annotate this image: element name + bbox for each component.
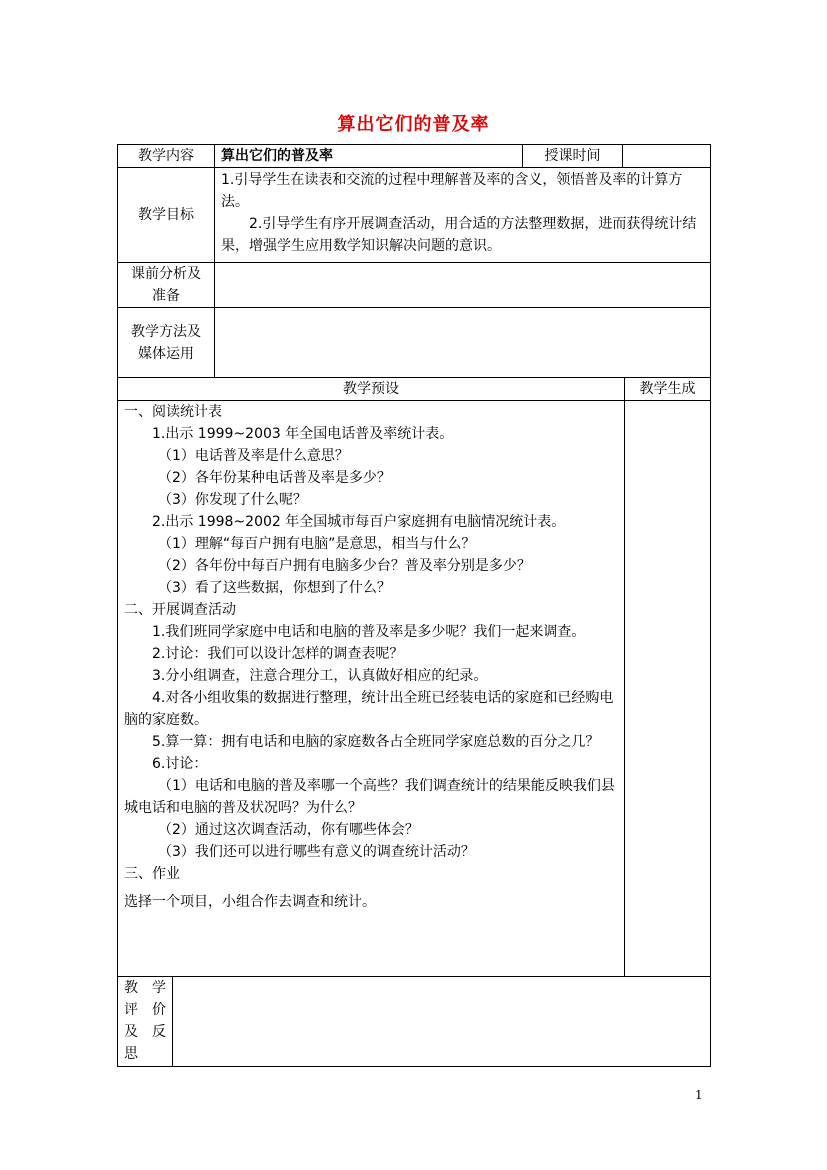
plan-section-2: 二、开展调查活动 <box>124 602 236 618</box>
time-value <box>623 145 711 168</box>
eval-char: 思 <box>124 1046 138 1062</box>
objectives-content <box>215 168 711 263</box>
time-label: 授课时间 <box>523 145 623 168</box>
prep-value <box>215 263 711 308</box>
plan-content <box>118 401 625 977</box>
plan-subitem: （3）你发现了什么呢？ <box>158 492 307 508</box>
plan-item: 2.出示 1998~2002 年全国城市每百户家庭拥有电脑情况统计表。 <box>152 514 566 530</box>
plan-item: 6.讨论： <box>152 756 208 772</box>
plan-item: 2.讨论：我们可以设计怎样的调查表呢？ <box>152 646 404 662</box>
evaluation-label <box>118 977 173 1067</box>
objective-1: 1.引导学生在读表和交流的过程中理解普及率的含义，领悟普及率的计算方法。 <box>221 172 683 210</box>
plan-subitem: （3）我们还可以进行哪些有意义的调查统计活动？ <box>158 844 475 860</box>
plan-item: 1.出示 1999~2003 年全国电话普及率统计表。 <box>152 426 454 442</box>
method-row <box>118 308 711 378</box>
plan-subitem: （3）看了这些数据，你想到了什么？ <box>158 580 391 596</box>
eval-char: 反 <box>152 1024 166 1040</box>
prep-label: 课前分析及准备 <box>118 263 215 308</box>
evaluation-row <box>118 977 711 1067</box>
plan-subitem: （2）通过这次调查活动，你有哪些体会？ <box>158 822 419 838</box>
eval-char: 及 <box>124 1024 138 1040</box>
plan-row <box>118 401 711 977</box>
content-value: 算出它们的普及率 <box>215 145 523 168</box>
method-label: 教学方法及媒体运用 <box>118 308 215 378</box>
plan-subitem: （2）各年份中每百户拥有电脑多少台？普及率分别是多少？ <box>158 558 531 574</box>
plan-section-3: 三、作业 <box>124 866 180 882</box>
plan-section-1: 一、阅读统计表 <box>124 404 222 420</box>
document-title: 算出它们的普及率 <box>337 114 490 135</box>
objective-2: 2.引导学生有序开展调查活动，用合适的方法整理数据，进而获得统计结果，增强学生应用数学知识解决问题的意识。 <box>221 216 697 254</box>
method-value <box>215 308 711 378</box>
eval-char: 评 <box>124 1002 138 1018</box>
header-row <box>118 145 711 168</box>
columns-row <box>118 378 711 401</box>
result-content <box>625 401 711 977</box>
plan-item: 3.分小组调查，注意合理分工，认真做好相应的纪录。 <box>152 668 488 684</box>
result-column-header: 教学生成 <box>625 378 711 401</box>
plan-column-header: 教学预设 <box>118 378 625 401</box>
plan-item: 5.算一算：拥有电话和电脑的家庭数各占全班同学家庭总数的百分之几？ <box>152 734 600 750</box>
plan-subitem: （2）各年份某种电话普及率是多少？ <box>158 470 391 486</box>
prep-row <box>118 263 711 308</box>
plan-subitem: （1）理解“每百户拥有电脑”是意思，相当与什么？ <box>158 536 476 552</box>
page-number: 1 <box>695 1088 703 1102</box>
plan-item: 选择一个项目，小组合作去调查和统计。 <box>124 894 376 910</box>
plan-item: 4.对各小组收集的数据进行整理，统计出全班已经装电话的家庭和已经购电脑的家庭数。 <box>124 690 614 728</box>
eval-char: 教 <box>124 980 138 996</box>
evaluation-value <box>173 977 711 1067</box>
lesson-plan-table <box>117 144 711 1067</box>
plan-subitem: （1）电话普及率是什么意思？ <box>158 448 349 464</box>
plan-subitem: （1）电话和电脑的普及率哪一个高些？我们调查统计的结果能反映我们县城电话和电脑的普及状况吗？为什么？ <box>124 778 615 816</box>
objectives-label: 教学目标 <box>118 168 215 263</box>
content-label: 教学内容 <box>118 145 215 168</box>
eval-char: 学 <box>152 980 166 996</box>
eval-char: 价 <box>152 1002 166 1018</box>
objectives-row <box>118 168 711 263</box>
plan-item: 1.我们班同学家庭中电话和电脑的普及率是多少呢？我们一起来调查。 <box>152 624 586 640</box>
